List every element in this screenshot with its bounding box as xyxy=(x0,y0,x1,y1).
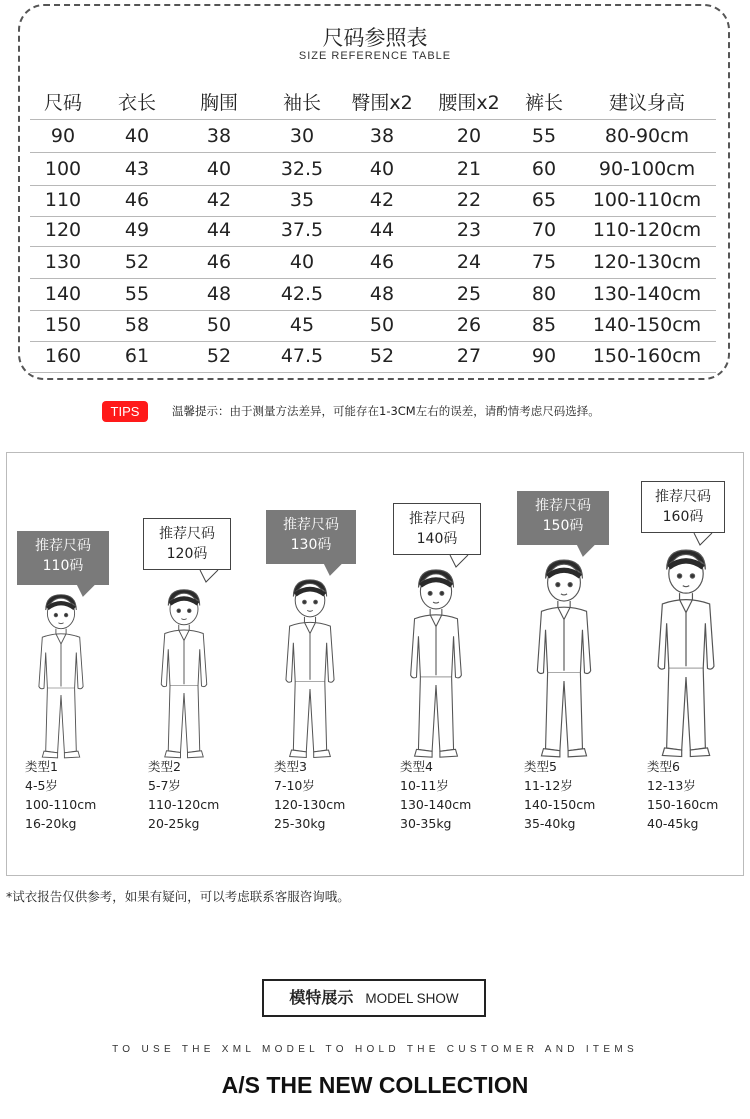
size-table-header-row xyxy=(30,88,716,120)
size-table-cell: 38 xyxy=(369,125,395,147)
size-table-cell: 90 xyxy=(531,345,557,367)
size-table-cell: 24 xyxy=(456,251,482,273)
model-weight: 30-35kg xyxy=(400,816,452,831)
size-table-cell: 46 xyxy=(206,251,232,273)
size-table-cell: 150-160cm xyxy=(592,345,702,367)
tips-badge: TIPS xyxy=(102,401,148,422)
size-table-cell: 21 xyxy=(456,158,482,180)
model-height: 110-120cm xyxy=(148,797,220,812)
child-model-figure xyxy=(27,593,95,763)
size-table-cell: 40 xyxy=(369,158,395,180)
bubble-size: 150码 xyxy=(542,518,584,534)
child-model-figure xyxy=(397,568,475,763)
size-table-cell: 50 xyxy=(369,314,395,336)
size-table-row xyxy=(30,279,716,311)
size-table-cell: 52 xyxy=(124,251,150,273)
size-table-cell: 43 xyxy=(124,158,150,180)
model-weight: 20-25kg xyxy=(148,816,200,831)
child-model-figure xyxy=(523,558,605,763)
size-table-cell: 27 xyxy=(456,345,482,367)
size-table-header-cell: 尺码 xyxy=(43,92,82,114)
bubble-size: 110码 xyxy=(42,558,84,574)
recommend-size-bubble xyxy=(266,510,356,564)
size-table-cell: 52 xyxy=(206,345,232,367)
size-table-cell: 22 xyxy=(456,189,482,211)
size-table-cell: 120 xyxy=(44,219,82,241)
size-table-header-cell: 袖长 xyxy=(282,92,321,114)
size-table-cell: 23 xyxy=(456,219,482,241)
recommend-size-bubble xyxy=(517,491,609,545)
bubble-tail xyxy=(198,570,220,584)
size-table-cell: 45 xyxy=(289,314,315,336)
model-age: 10-11岁 xyxy=(400,778,449,793)
model-age: 12-13岁 xyxy=(647,778,696,793)
size-table-cell: 55 xyxy=(124,283,150,305)
size-table-header-cell: 裤长 xyxy=(524,92,563,114)
model-height: 100-110cm xyxy=(25,797,97,812)
recommend-size-bubble xyxy=(17,531,109,585)
size-table-cell: 42 xyxy=(206,189,232,211)
size-table-title: 尺码参照表 xyxy=(322,26,428,50)
size-table-cell: 47.5 xyxy=(280,345,324,367)
model-type: 类型3 xyxy=(274,759,307,774)
size-table-header-cell: 衣长 xyxy=(117,92,156,114)
size-table-cell: 120-130cm xyxy=(592,251,702,273)
size-table-cell: 20 xyxy=(456,125,482,147)
bubble-tail xyxy=(448,555,470,569)
size-table-cell: 58 xyxy=(124,314,150,336)
size-table-header-cell: 建议身高 xyxy=(608,92,685,114)
model-show-heading xyxy=(262,979,486,1017)
size-table-cell: 40 xyxy=(289,251,315,273)
tips-text: 温馨提示：由于测量方法差异，可能存在1-3CM左右的误差，请酌情考虑尺码选择。 xyxy=(172,404,600,418)
size-table-row xyxy=(30,121,716,153)
model-age: 5-7岁 xyxy=(148,778,181,793)
model-height: 140-150cm xyxy=(524,797,596,812)
bubble-size: 130码 xyxy=(290,537,332,553)
size-table-cell: 140 xyxy=(44,283,82,305)
size-table-header-cell: 臀围x2 xyxy=(351,92,413,114)
model-info xyxy=(524,757,595,833)
model-type: 类型5 xyxy=(524,759,557,774)
model-info xyxy=(400,757,471,833)
model-weight: 40-45kg xyxy=(647,816,699,831)
size-table-cell: 42 xyxy=(369,189,395,211)
child-model-figure xyxy=(643,548,729,763)
size-table-cell: 25 xyxy=(456,283,482,305)
bubble-size: 140码 xyxy=(416,531,458,547)
model-type: 类型2 xyxy=(148,759,181,774)
model-info xyxy=(148,757,219,833)
size-table-cell: 61 xyxy=(124,345,150,367)
size-table-cell: 40 xyxy=(206,158,232,180)
model-height: 150-160cm xyxy=(647,797,719,812)
size-table-cell: 100-110cm xyxy=(592,189,702,211)
bubble-label: 推荐尺码 xyxy=(35,538,91,554)
model-type: 类型6 xyxy=(647,759,680,774)
size-table-cell: 90-100cm xyxy=(598,158,696,180)
size-table-header-cell: 胸围 xyxy=(199,92,238,114)
size-table-cell: 65 xyxy=(531,189,557,211)
recommend-size-bubble xyxy=(641,481,725,533)
bubble-label: 推荐尺码 xyxy=(535,498,591,514)
size-table-cell: 110 xyxy=(44,189,82,211)
size-table-cell: 42.5 xyxy=(280,283,324,305)
tagline: TO USE THE XML MODEL TO HOLD THE CUSTOMER AND ITEMS xyxy=(112,1044,638,1055)
size-table-cell: 70 xyxy=(531,219,557,241)
size-table-cell: 130-140cm xyxy=(592,283,702,305)
size-table-cell: 80 xyxy=(531,283,557,305)
size-table-cell: 85 xyxy=(531,314,557,336)
size-table-cell: 90 xyxy=(50,125,76,147)
size-table-cell: 46 xyxy=(124,189,150,211)
size-table-cell: 49 xyxy=(124,219,150,241)
footnote: *试衣报告仅供参考，如果有疑问，可以考虑联系客服咨询哦。 xyxy=(6,889,350,904)
model-age: 4-5岁 xyxy=(25,778,58,793)
size-table-row xyxy=(30,341,716,373)
model-panel xyxy=(6,452,744,876)
child-model-figure xyxy=(149,588,219,763)
size-table-cell: 48 xyxy=(206,283,232,305)
size-table-cell: 150 xyxy=(44,314,82,336)
size-table-cell: 55 xyxy=(531,125,557,147)
bubble-label: 推荐尺码 xyxy=(159,526,215,542)
model-age: 7-10岁 xyxy=(274,778,315,793)
size-table-cell: 130 xyxy=(44,251,82,273)
size-table-cell: 52 xyxy=(369,345,395,367)
model-info xyxy=(274,757,345,833)
size-table-cell: 35 xyxy=(289,189,315,211)
model-show-cn: 模特展示 xyxy=(289,988,354,1007)
size-table-row xyxy=(30,247,716,279)
size-table-cell: 26 xyxy=(456,314,482,336)
size-table-row xyxy=(30,310,716,342)
bubble-label: 推荐尺码 xyxy=(409,511,465,527)
size-table-cell: 140-150cm xyxy=(592,314,702,336)
bubble-size: 160码 xyxy=(662,509,704,525)
model-show-en: MODEL SHOW xyxy=(365,991,459,1006)
collection-title: A/S THE NEW COLLECTION xyxy=(221,1072,529,1098)
size-table-cell: 100 xyxy=(44,158,82,180)
bubble-label: 推荐尺码 xyxy=(655,489,711,505)
size-table-cell: 50 xyxy=(206,314,232,336)
bubble-label: 推荐尺码 xyxy=(283,517,339,533)
bubble-tail xyxy=(575,544,597,558)
recommend-size-bubble xyxy=(143,518,231,570)
child-model-figure xyxy=(273,578,347,763)
size-table-cell: 30 xyxy=(289,125,315,147)
bubble-size: 120码 xyxy=(166,546,208,562)
model-weight: 35-40kg xyxy=(524,816,576,831)
size-table-cell: 44 xyxy=(206,219,232,241)
size-table-cell: 38 xyxy=(206,125,232,147)
size-table-cell: 75 xyxy=(531,251,557,273)
size-table-cell: 37.5 xyxy=(280,219,324,241)
size-table-row xyxy=(30,154,716,186)
size-table-row xyxy=(30,185,716,217)
model-height: 130-140cm xyxy=(400,797,472,812)
bubble-tail xyxy=(692,533,714,547)
size-table-header-cell: 腰围x2 xyxy=(438,92,500,114)
model-age: 11-12岁 xyxy=(524,778,573,793)
size-table-subtitle: SIZE REFERENCE TABLE xyxy=(298,50,452,62)
model-weight: 16-20kg xyxy=(25,816,77,831)
size-table-cell: 80-90cm xyxy=(604,125,690,147)
size-table-cell: 46 xyxy=(369,251,395,273)
size-table-cell: 32.5 xyxy=(280,158,324,180)
model-info xyxy=(647,757,718,833)
model-info xyxy=(25,757,96,833)
model-height: 120-130cm xyxy=(274,797,346,812)
model-type: 类型1 xyxy=(25,759,58,774)
size-table-cell: 160 xyxy=(44,345,82,367)
recommend-size-bubble xyxy=(393,503,481,555)
size-table-cell: 48 xyxy=(369,283,395,305)
model-weight: 25-30kg xyxy=(274,816,326,831)
size-table-row xyxy=(30,215,716,247)
size-table-cell: 110-120cm xyxy=(592,219,702,241)
size-table-cell: 60 xyxy=(531,158,557,180)
size-table-cell: 44 xyxy=(369,219,395,241)
model-type: 类型4 xyxy=(400,759,433,774)
bubble-tail xyxy=(322,563,344,577)
size-table-cell: 40 xyxy=(124,125,150,147)
